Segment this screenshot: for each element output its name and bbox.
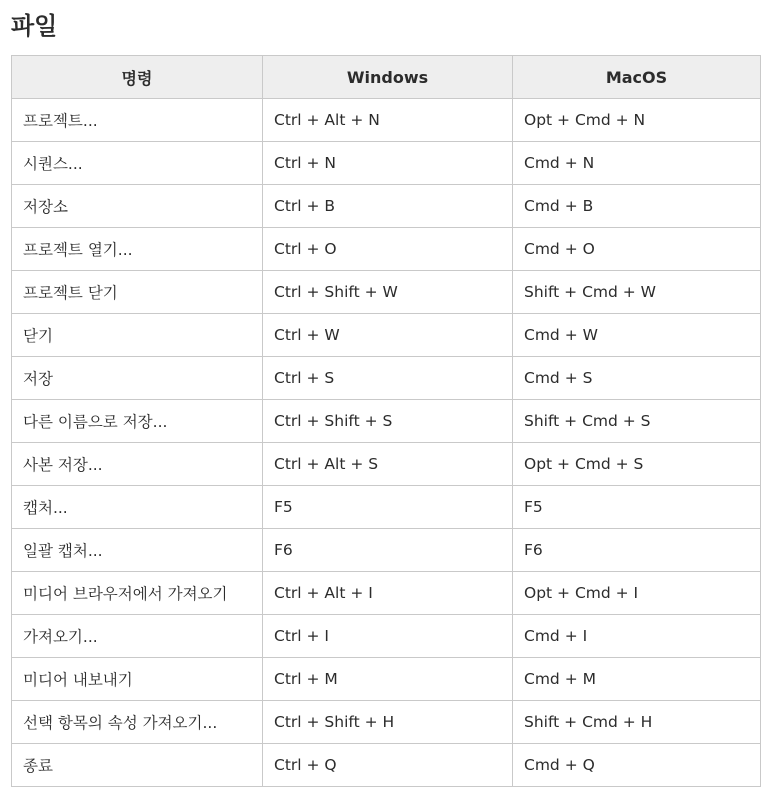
command-cell: 저장 (12, 357, 263, 400)
table-row (12, 486, 761, 529)
macos-shortcut-cell: Shift + Cmd + S (513, 400, 761, 443)
command-cell: 다른 이름으로 저장... (12, 400, 263, 443)
macos-shortcut-cell: F6 (513, 529, 761, 572)
macos-shortcut-cell: Cmd + O (513, 228, 761, 271)
macos-shortcut-cell: Cmd + M (513, 658, 761, 701)
windows-shortcut-cell: Ctrl + W (263, 314, 513, 357)
command-cell: 가져오기... (12, 615, 263, 658)
command-cell: 시퀀스... (12, 142, 263, 185)
windows-shortcut-cell: Ctrl + Shift + S (263, 400, 513, 443)
table-header-row (12, 56, 761, 99)
command-cell: 캡처... (12, 486, 263, 529)
table-row (12, 228, 761, 271)
command-cell: 프로젝트... (12, 99, 263, 142)
table-row (12, 400, 761, 443)
windows-shortcut-cell: Ctrl + M (263, 658, 513, 701)
table-row (12, 142, 761, 185)
command-cell: 종료 (12, 744, 263, 787)
command-cell: 프로젝트 닫기 (12, 271, 263, 314)
macos-shortcut-cell: Cmd + I (513, 615, 761, 658)
table-row (12, 357, 761, 400)
command-cell: 미디어 내보내기 (12, 658, 263, 701)
table-row (12, 529, 761, 572)
windows-shortcut-cell: F6 (263, 529, 513, 572)
table-row (12, 744, 761, 787)
macos-shortcut-cell: Cmd + B (513, 185, 761, 228)
macos-shortcut-cell: Shift + Cmd + H (513, 701, 761, 744)
macos-shortcut-cell: Cmd + W (513, 314, 761, 357)
windows-shortcut-cell: Ctrl + Shift + W (263, 271, 513, 314)
macos-shortcut-cell: Cmd + N (513, 142, 761, 185)
windows-shortcut-cell: Ctrl + N (263, 142, 513, 185)
table-row (12, 99, 761, 142)
table-row (12, 314, 761, 357)
command-cell: 미디어 브라우저에서 가져오기 (12, 572, 263, 615)
windows-shortcut-cell: Ctrl + Alt + S (263, 443, 513, 486)
windows-shortcut-cell: Ctrl + I (263, 615, 513, 658)
command-cell: 닫기 (12, 314, 263, 357)
macos-shortcut-cell: F5 (513, 486, 761, 529)
command-cell: 선택 항목의 속성 가져오기... (12, 701, 263, 744)
command-cell: 사본 저장... (12, 443, 263, 486)
windows-shortcut-cell: Ctrl + S (263, 357, 513, 400)
command-cell: 프로젝트 열기... (12, 228, 263, 271)
column-header-macos: MacOS (513, 56, 761, 99)
windows-shortcut-cell: Ctrl + B (263, 185, 513, 228)
windows-shortcut-cell: Ctrl + Q (263, 744, 513, 787)
table-row (12, 701, 761, 744)
macos-shortcut-cell: Cmd + Q (513, 744, 761, 787)
section-title: 파일 (11, 12, 58, 40)
windows-shortcut-cell: Ctrl + O (263, 228, 513, 271)
macos-shortcut-cell: Shift + Cmd + W (513, 271, 761, 314)
table-row (12, 615, 761, 658)
command-cell: 일괄 캡처... (12, 529, 263, 572)
windows-shortcut-cell: Ctrl + Alt + N (263, 99, 513, 142)
macos-shortcut-cell: Opt + Cmd + I (513, 572, 761, 615)
command-cell: 저장소 (12, 185, 263, 228)
table-row (12, 572, 761, 615)
table-row (12, 185, 761, 228)
table-row (12, 658, 761, 701)
table-row (12, 443, 761, 486)
macos-shortcut-cell: Cmd + S (513, 357, 761, 400)
table-row (12, 271, 761, 314)
windows-shortcut-cell: Ctrl + Shift + H (263, 701, 513, 744)
macos-shortcut-cell: Opt + Cmd + N (513, 99, 761, 142)
column-header-command: 명령 (12, 56, 263, 99)
shortcut-table (11, 55, 761, 787)
column-header-windows: Windows (263, 56, 513, 99)
windows-shortcut-cell: Ctrl + Alt + I (263, 572, 513, 615)
windows-shortcut-cell: F5 (263, 486, 513, 529)
macos-shortcut-cell: Opt + Cmd + S (513, 443, 761, 486)
